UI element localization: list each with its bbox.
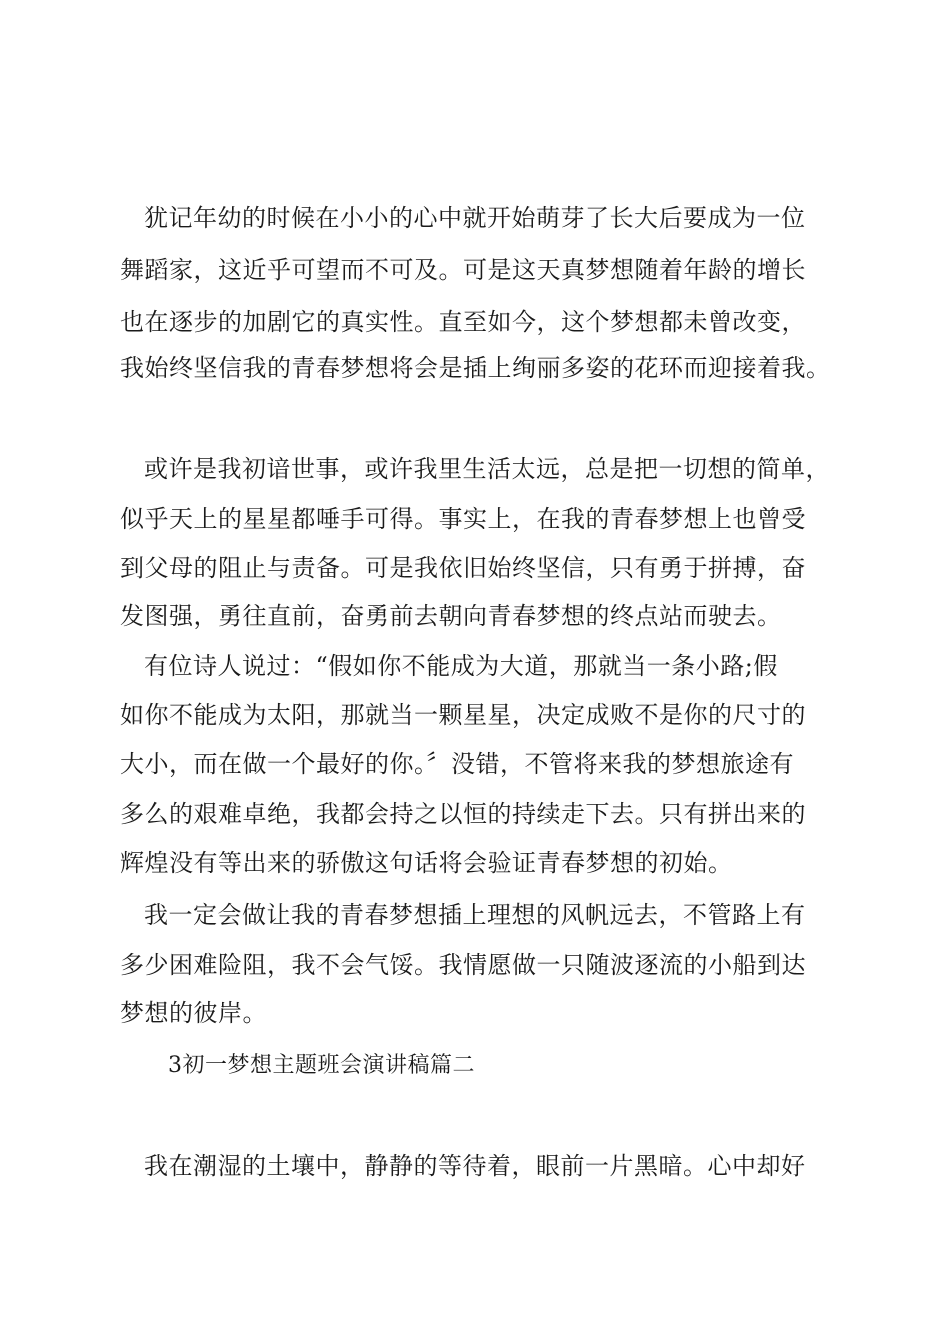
paragraph-1-line-1: 犹记年幼的时候在小小的心中就开始萌芽了长大后要成为一位 [144, 204, 806, 232]
section-heading: 3初一梦想主题班会演讲稿篇二 [168, 1053, 475, 1078]
paragraph-3-line-1: 有位诗人说过：“假如你不能成为大道，那就当一条小路;假 [144, 652, 778, 680]
paragraph-3-line-3: 大小，而在做一个最好的你。〞没错，不管将来我的梦想旅途有 [120, 750, 794, 778]
paragraph-5-line-1: 我在潮湿的土壤中，静静的等待着，眼前一片黑暗。心中却好 [144, 1152, 806, 1180]
paragraph-2-line-3: 到父母的阻止与责备。可是我依旧始终坚信，只有勇于拼搏，奋 [120, 554, 806, 582]
paragraph-1-line-3: 也在逐步的加剧它的真实性。直至如今，这个梦想都未曾改变， [120, 308, 806, 336]
paragraph-2-line-4: 发图强，勇往直前，奋勇前去朝向青春梦想的终点站而驶去。 [120, 602, 782, 630]
paragraph-4-line-3: 梦想的彼岸。 [120, 999, 267, 1027]
paragraph-3-line-2: 如你不能成为太阳，那就当一颗星星，决定成败不是你的尺寸的 [120, 701, 806, 729]
paragraph-4-line-2: 多少困难险阻，我不会气馁。我情愿做一只随波逐流的小船到达 [120, 951, 806, 979]
paragraph-2-line-1: 或许是我初谙世事，或许我里生活太远，总是把一切想的简单， [144, 455, 830, 483]
paragraph-1-line-4: 我始终坚信我的青春梦想将会是插上绚丽多姿的花环而迎接着我。 [120, 354, 831, 382]
paragraph-3-line-4: 多么的艰难卓绝，我都会持之以恒的持续走下去。只有拼出来的 [120, 800, 806, 828]
paragraph-1-line-2: 舞蹈家，这近乎可望而不可及。可是这天真梦想随着年龄的增长 [120, 256, 806, 284]
paragraph-2-line-2: 似乎天上的星星都唾手可得。事实上，在我的青春梦想上也曾受 [120, 505, 806, 533]
paragraph-4-line-1: 我一定会做让我的青春梦想插上理想的风帆远去，不管路上有 [144, 901, 806, 929]
paragraph-3-line-5: 辉煌没有等出来的骄傲这句话将会验证青春梦想的初始。 [120, 849, 733, 877]
